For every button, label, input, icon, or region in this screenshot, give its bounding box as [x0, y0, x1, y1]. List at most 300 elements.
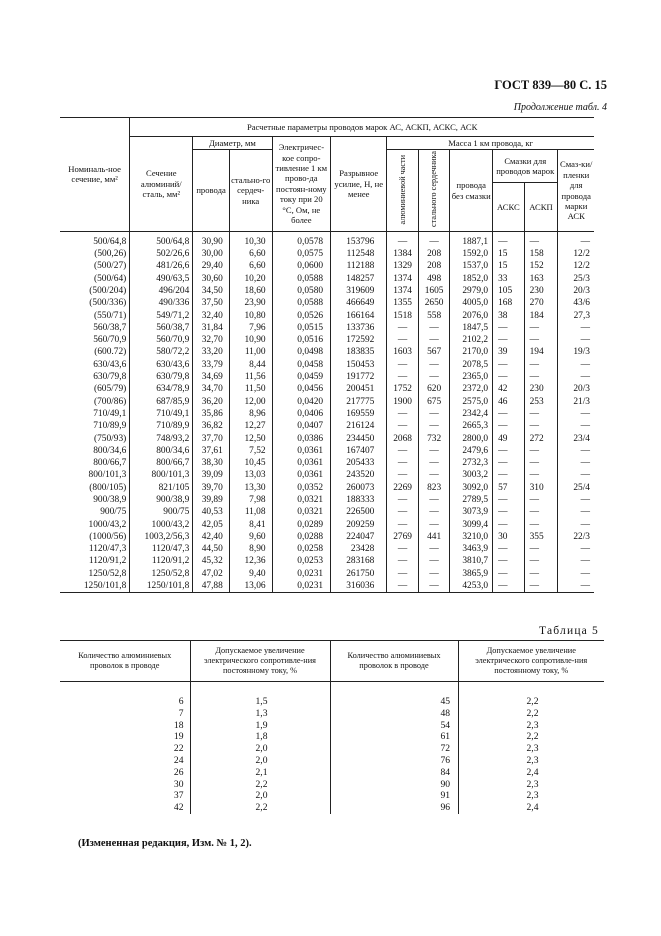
table-cell: 0,0420 — [272, 396, 331, 408]
table-cell: 1,5 — [190, 682, 330, 708]
table-cell: — — [524, 469, 558, 481]
table-cell: 502/26,6 — [130, 248, 193, 260]
table-cell: 2,3 — [526, 743, 539, 755]
table-cell: 84 — [330, 767, 458, 779]
table-row — [60, 310, 594, 322]
table-cell: 1250/101,8 — [130, 580, 193, 593]
table-5 — [60, 640, 604, 814]
table-cell: — — [524, 555, 558, 567]
table-cell: 261750 — [331, 568, 387, 580]
table-cell: 900/75 — [130, 506, 193, 518]
table-cell: 1374 — [387, 285, 419, 297]
table-cell: 900/38,9 — [60, 494, 130, 506]
table-cell: 490/63,5 — [130, 273, 193, 285]
table-cell: 6,60 — [229, 260, 272, 272]
header-diameter: Диаметр, мм — [193, 137, 272, 150]
table-cell: 800/66,7 — [130, 457, 193, 469]
table-cell: 687/85,9 — [130, 396, 193, 408]
table-cell: 22 — [60, 743, 190, 755]
table-cell: — — [524, 322, 558, 334]
page-header: ГОСТ 839—80 С. 15 — [494, 78, 607, 92]
table-cell: 8,41 — [229, 519, 272, 531]
table-cell: 270 — [524, 297, 558, 309]
table-cell: 208 — [418, 248, 450, 260]
header-acks: АСКС — [493, 182, 525, 231]
table-cell: 18 — [60, 720, 190, 732]
table-cell: — — [387, 420, 419, 432]
table-cell: 37 — [60, 790, 190, 802]
table-cell: 0,0361 — [272, 457, 331, 469]
table-cell: 183835 — [331, 346, 387, 358]
table-cell: 0,0289 — [272, 519, 331, 531]
table-cell: 40,53 — [193, 506, 230, 518]
table-cell: 243520 — [331, 469, 387, 481]
table-continuation-label: Продолжение табл. 4 — [513, 102, 607, 113]
table-cell: — — [493, 445, 525, 457]
table-cell: 2269 — [387, 482, 419, 494]
table-cell: 12,36 — [229, 555, 272, 567]
table-cell: 0,0231 — [272, 580, 331, 593]
table-cell: — — [558, 420, 594, 432]
table-cell: — — [558, 519, 594, 531]
table-cell: 7 — [60, 708, 190, 720]
table-cell: 549/71,2 — [130, 310, 193, 322]
table-cell: 1900 — [387, 396, 419, 408]
table-cell: 15 — [493, 248, 525, 260]
table-cell: 0,0580 — [272, 285, 331, 297]
table-cell: — — [558, 371, 594, 383]
table-cell: (500/204) — [60, 285, 130, 297]
table-cell: 163 — [524, 273, 558, 285]
table-cell: — — [558, 580, 594, 593]
table-cell: 11,08 — [229, 506, 272, 518]
table-cell: 158 — [524, 248, 558, 260]
table-cell: 217775 — [331, 396, 387, 408]
table-row — [60, 708, 604, 720]
table-cell: 3003,2 — [450, 469, 493, 481]
table-cell: 2732,3 — [450, 457, 493, 469]
table-cell: 710/89,9 — [130, 420, 193, 432]
table-cell: 0,0588 — [272, 297, 331, 309]
table-cell: 12/2 — [558, 248, 594, 260]
table-cell: 1518 — [387, 310, 419, 322]
table-cell: 90 — [330, 779, 458, 791]
header-count-2: Количество алюминиевых проволок в проводе — [330, 641, 458, 682]
table-cell: — — [418, 580, 450, 593]
table-cell: 0,0516 — [272, 334, 331, 346]
header-aluminium-part-text: алюминиевой части — [397, 154, 407, 225]
table-cell: 2665,3 — [450, 420, 493, 432]
table-cell: 821/105 — [130, 482, 193, 494]
table-cell: 310 — [524, 482, 558, 494]
table-cell: 0,0526 — [272, 310, 331, 322]
amendment-note: (Измененная редакция, Изм. № 1, 2). — [78, 838, 252, 849]
table-cell: — — [387, 555, 419, 567]
table-cell: — — [524, 494, 558, 506]
table-cell: 39,09 — [193, 469, 230, 481]
table-row — [60, 297, 594, 309]
table-cell: — — [493, 543, 525, 555]
table-cell: 30,60 — [193, 273, 230, 285]
table-cell: 11,50 — [229, 383, 272, 395]
table-cell: 167407 — [331, 445, 387, 457]
table-cell: — — [524, 359, 558, 371]
table-cell: 748/93,2 — [130, 433, 193, 445]
table-cell: 1120/47,3 — [60, 543, 130, 555]
table-cell: 150453 — [331, 359, 387, 371]
table-cell: — — [558, 469, 594, 481]
table-cell: 0,0578 — [272, 231, 331, 248]
table-row — [60, 568, 594, 580]
table-cell: 3810,7 — [450, 555, 493, 567]
table-cell: 230 — [524, 383, 558, 395]
table-cell: — — [387, 371, 419, 383]
table-cell: 1000/43,2 — [60, 519, 130, 531]
header-breaking-force: Разрывное усилие, Н, не менее — [331, 137, 387, 232]
table-cell: — — [524, 334, 558, 346]
table-cell: 0,0498 — [272, 346, 331, 358]
table-cell: — — [418, 408, 450, 420]
table-cell: — — [493, 371, 525, 383]
table-cell: 1887,1 — [450, 231, 493, 248]
table-cell: — — [558, 359, 594, 371]
table-cell: — — [387, 322, 419, 334]
table-cell: 57 — [493, 482, 525, 494]
table-cell: 4005,0 — [450, 297, 493, 309]
table-cell: 10,80 — [229, 310, 272, 322]
table-cell: 184 — [524, 310, 558, 322]
table-cell: 0,0515 — [272, 322, 331, 334]
table-row — [60, 457, 594, 469]
table-cell: — — [558, 334, 594, 346]
table-cell: 1605 — [418, 285, 450, 297]
table-cell: 2,3 — [526, 719, 539, 731]
table-cell: 10,30 — [229, 231, 272, 248]
header-resistance: Электричес-кое сопро-тивление 1 км прово-да постоян-ному току при 20 °С, Ом, не более — [272, 137, 331, 232]
table-cell: 800/101,3 — [60, 469, 130, 481]
table-cell: 37,61 — [193, 445, 230, 457]
table-cell: 283168 — [331, 555, 387, 567]
table-cell: 2979,0 — [450, 285, 493, 297]
table-cell: — — [524, 445, 558, 457]
table-cell: 1603 — [387, 346, 419, 358]
table-cell: — — [524, 231, 558, 248]
table-cell: 2372,0 — [450, 383, 493, 395]
table-cell: 2,2 — [526, 707, 539, 719]
table-cell: — — [493, 457, 525, 469]
table-cell: 481/26,6 — [130, 260, 193, 272]
table-cell: — — [558, 543, 594, 555]
table-cell: 30,90 — [193, 231, 230, 248]
table-cell: 466649 — [331, 297, 387, 309]
table-cell: 54 — [330, 720, 458, 732]
table-cell: 3210,0 — [450, 531, 493, 543]
table-cell: 260073 — [331, 482, 387, 494]
table-cell: 3865,9 — [450, 568, 493, 580]
table-cell: 272 — [524, 433, 558, 445]
table-cell: 900/75 — [60, 506, 130, 518]
table-cell: 7,98 — [229, 494, 272, 506]
table-cell: 2769 — [387, 531, 419, 543]
table-cell: 2076,0 — [450, 310, 493, 322]
table-cell: 205433 — [331, 457, 387, 469]
table-cell: 0,0458 — [272, 359, 331, 371]
table-row — [60, 755, 604, 767]
table-row — [60, 420, 594, 432]
table-cell: 1852,0 — [450, 273, 493, 285]
table-cell: 319609 — [331, 285, 387, 297]
table-cell: 42,40 — [193, 531, 230, 543]
table-cell: (750/93) — [60, 433, 130, 445]
table-cell: 800/34,6 — [130, 445, 193, 457]
header-grease: Смазки для проводов марок — [493, 150, 558, 182]
table-cell: 3073,9 — [450, 506, 493, 518]
header-steel-core — [418, 150, 450, 231]
table-cell: 2078,5 — [450, 359, 493, 371]
table-cell: 27,3 — [558, 310, 594, 322]
table-cell: 30,00 — [193, 248, 230, 260]
table-cell: 2,4 — [526, 766, 539, 778]
table-cell: 634/78,9 — [130, 383, 193, 395]
table-cell: 112188 — [331, 260, 387, 272]
table-cell: 49 — [493, 433, 525, 445]
table-cell: 168 — [493, 297, 525, 309]
table-cell: 19/3 — [558, 346, 594, 358]
table-cell: — — [418, 543, 450, 555]
table-cell: 0,0361 — [272, 469, 331, 481]
table-cell: 2,2 — [526, 696, 539, 707]
table-cell: — — [418, 371, 450, 383]
table-cell: — — [558, 568, 594, 580]
table-row — [60, 396, 594, 408]
table-cell: 172592 — [331, 334, 387, 346]
table-cell: (500/336) — [60, 297, 130, 309]
table-cell: — — [558, 408, 594, 420]
table-cell: 45,32 — [193, 555, 230, 567]
table-cell: 496/204 — [130, 285, 193, 297]
table-cell: (550/71) — [60, 310, 130, 322]
table-cell: — — [558, 494, 594, 506]
table-cell: — — [493, 580, 525, 593]
table-row — [60, 555, 594, 567]
table-cell: — — [558, 445, 594, 457]
table-cell: 209259 — [331, 519, 387, 531]
table-cell: 33,79 — [193, 359, 230, 371]
table-cell: — — [558, 555, 594, 567]
table-cell: 39 — [493, 346, 525, 358]
table-cell: 23,90 — [229, 297, 272, 309]
table-cell: 7,96 — [229, 322, 272, 334]
table-cell: 1,8 — [190, 731, 330, 743]
table-cell: (700/86) — [60, 396, 130, 408]
table-row — [60, 445, 594, 457]
table-cell: 25/4 — [558, 482, 594, 494]
table-cell: 2789,5 — [450, 494, 493, 506]
table-cell: 500/64,8 — [60, 231, 130, 248]
table-cell: 1120/91,2 — [130, 555, 193, 567]
table-cell: — — [418, 506, 450, 518]
header-wire-no-grease: провода без смазки — [450, 150, 493, 231]
table-cell: 0,0352 — [272, 482, 331, 494]
table-cell: 11,00 — [229, 346, 272, 358]
table-cell: 2,0 — [190, 790, 330, 802]
table-cell: 200451 — [331, 383, 387, 395]
header-increase-2: Допускаемое увеличение электрического сопротивле-ния постоянному току, % — [458, 641, 604, 682]
table-cell: 630/43,6 — [60, 359, 130, 371]
table-cell: 34,50 — [193, 285, 230, 297]
table-cell: 9,40 — [229, 568, 272, 580]
table-cell: 498 — [418, 273, 450, 285]
table-cell: 61 — [330, 731, 458, 743]
table-cell: — — [493, 469, 525, 481]
table-cell: — — [387, 231, 419, 248]
table-cell: 0,0406 — [272, 408, 331, 420]
table-cell: 24 — [60, 755, 190, 767]
table-cell: — — [558, 457, 594, 469]
table-row — [60, 494, 594, 506]
table-cell: 490/336 — [130, 297, 193, 309]
table-row — [60, 359, 594, 371]
table-cell: 33,20 — [193, 346, 230, 358]
table-cell: — — [493, 555, 525, 567]
table-cell: — — [493, 334, 525, 346]
table-row — [60, 408, 594, 420]
table-cell: — — [387, 469, 419, 481]
table-cell: 96 — [330, 802, 458, 814]
table-cell: — — [493, 506, 525, 518]
table-cell: 45 — [330, 682, 458, 708]
table-cell: 13,30 — [229, 482, 272, 494]
table-cell: — — [418, 494, 450, 506]
table-cell: 6 — [60, 682, 190, 708]
table-cell: 1000/43,2 — [130, 519, 193, 531]
table-cell: 2102,2 — [450, 334, 493, 346]
table-cell: 0,0253 — [272, 555, 331, 567]
table-cell: 1250/52,8 — [60, 568, 130, 580]
table-cell: — — [524, 457, 558, 469]
table-cell: 800/66,7 — [60, 457, 130, 469]
table-cell: 2,3 — [526, 778, 539, 790]
table-cell: 710/49,1 — [60, 408, 130, 420]
table-cell: 12,50 — [229, 433, 272, 445]
table-cell: 0,0456 — [272, 383, 331, 395]
table-cell: 630/43,6 — [130, 359, 193, 371]
table-cell: 42 — [60, 802, 190, 814]
table-cell: 500/64,8 — [130, 231, 193, 248]
table-cell: — — [418, 359, 450, 371]
table-cell: 558 — [418, 310, 450, 322]
table-cell: 8,90 — [229, 543, 272, 555]
table-cell: — — [418, 322, 450, 334]
table-cell: — — [493, 231, 525, 248]
table-cell: 39,70 — [193, 482, 230, 494]
table-cell: 2,0 — [190, 743, 330, 755]
table-row — [60, 383, 594, 395]
table-cell: 2575,0 — [450, 396, 493, 408]
table-cell: — — [387, 580, 419, 593]
table-cell: 133736 — [331, 322, 387, 334]
table-cell: 3092,0 — [450, 482, 493, 494]
table-row — [60, 482, 594, 494]
table-cell: 2068 — [387, 433, 419, 445]
table-cell: 2,2 — [526, 731, 539, 743]
table-cell: — — [493, 322, 525, 334]
table-4-body — [60, 231, 594, 593]
table-cell: 38,30 — [193, 457, 230, 469]
table-cell: 2,4 — [526, 802, 539, 814]
table-cell: 580/72,2 — [130, 346, 193, 358]
table-cell: 20/3 — [558, 383, 594, 395]
table-cell: — — [524, 371, 558, 383]
table-cell: 12,27 — [229, 420, 272, 432]
table-cell: 1003,2/56,3 — [130, 531, 193, 543]
table-cell: 36,82 — [193, 420, 230, 432]
table-cell: 44,50 — [193, 543, 230, 555]
table-cell: — — [524, 506, 558, 518]
table-row — [60, 285, 594, 297]
table-cell: 0,0321 — [272, 506, 331, 518]
table-cell: 19 — [60, 731, 190, 743]
table-cell: 1,9 — [190, 720, 330, 732]
table-cell: 560/38,7 — [130, 322, 193, 334]
table-row — [60, 334, 594, 346]
table-cell: — — [558, 231, 594, 248]
table-cell: 0,0288 — [272, 531, 331, 543]
table-cell: 3463,9 — [450, 543, 493, 555]
table-cell: 37,70 — [193, 433, 230, 445]
header-nominal-section: Номиналь-ное сечение, мм² — [60, 118, 130, 232]
table-cell: — — [418, 555, 450, 567]
table-cell: 0,0386 — [272, 433, 331, 445]
table-cell: 0,0361 — [272, 445, 331, 457]
table-cell: 0,0600 — [272, 260, 331, 272]
table-row — [60, 580, 594, 593]
table-cell: 1374 — [387, 273, 419, 285]
table-cell: — — [493, 494, 525, 506]
table-row — [60, 248, 594, 260]
table-cell: — — [418, 457, 450, 469]
table-row — [60, 322, 594, 334]
table-cell: 2170,0 — [450, 346, 493, 358]
table-cell: — — [387, 568, 419, 580]
table-cell: 12,00 — [229, 396, 272, 408]
header-grease-ack: Смаз-ки/ пленки для провода марки АСК — [558, 150, 594, 231]
table-cell: — — [387, 359, 419, 371]
table-cell: 18,60 — [229, 285, 272, 297]
table-cell: 630/79,8 — [60, 371, 130, 383]
table-cell: 4253,0 — [450, 580, 493, 593]
table-cell: 42 — [493, 383, 525, 395]
table-row — [60, 433, 594, 445]
table-cell: 3099,4 — [450, 519, 493, 531]
table-cell: 37,50 — [193, 297, 230, 309]
table-cell: 1537,0 — [450, 260, 493, 272]
table-cell: — — [418, 334, 450, 346]
header-mass: Масса 1 км провода, кг — [387, 137, 594, 150]
table-cell: 32,40 — [193, 310, 230, 322]
table-cell: 30 — [60, 779, 190, 791]
table-cell: 355 — [524, 531, 558, 543]
table-cell: 43/6 — [558, 297, 594, 309]
table-cell: 31,84 — [193, 322, 230, 334]
table-cell: 675 — [418, 396, 450, 408]
table-cell: 72 — [330, 743, 458, 755]
header-core-diameter: стально-го сердеч-ника — [229, 150, 272, 231]
table-5-caption: Таблица 5 — [539, 625, 599, 637]
table-row — [60, 231, 594, 248]
table-cell: (800/105) — [60, 482, 130, 494]
table-cell: 47,88 — [193, 580, 230, 593]
